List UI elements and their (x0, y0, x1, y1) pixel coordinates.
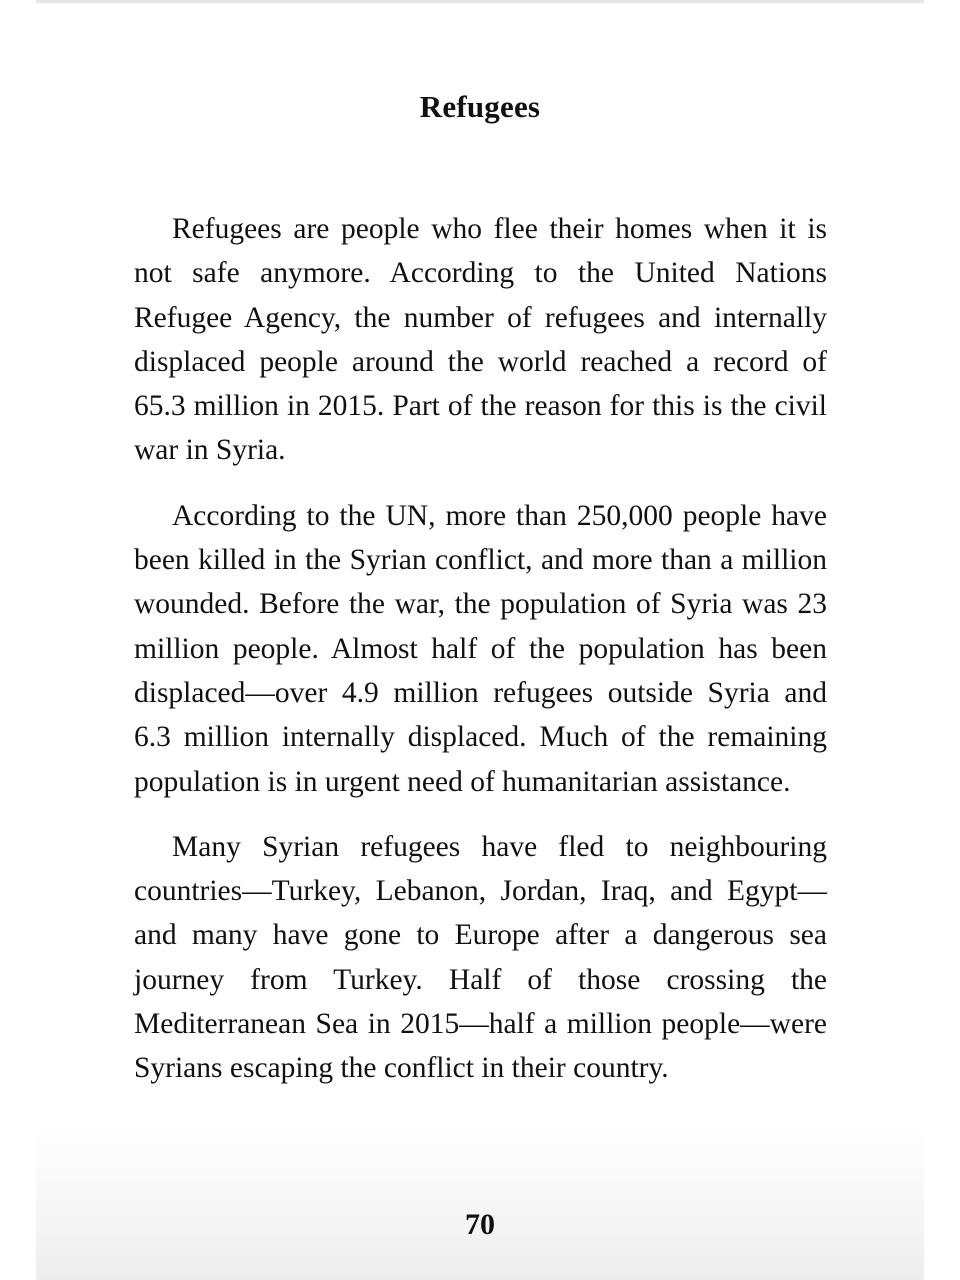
body-text (134, 207, 827, 1112)
paragraph-3: Many Syrian refugees have fled to neighbouring countries—Turkey, Lebanon, Jordan, Iraq, and Egypt—and many have gone to Europe after a dangerous sea journey from Turkey. Half of those crossing the Mediterranean Sea in 2015—half a million people—were Syrians escaping the conflict in their country. (134, 830, 827, 1085)
paragraph-1: Refugees are people who flee their homes when it is not safe anymore. According to the United Nations Refugee Agency, the number of refugees and internally displaced people around the world reached a record of 65.3 million in 2015. Part of the reason for this is the civil war in Syria. (134, 213, 827, 467)
right-margin (924, 0, 960, 1280)
chapter-title: Refugees (419, 89, 541, 124)
left-margin (0, 0, 36, 1280)
page-number: 70 (465, 1208, 495, 1241)
book-page (36, 0, 924, 1280)
paragraph-2: According to the UN, more than 250,000 people have been killed in the Syrian conflict, and more than a million wounded. Before the war, the population of Syria was 23 million people. Almost half of the population has been displaced—over 4.9 million refugees outside Syria and 6.3 million internally displaced. Much of the remaining population is in urgent need of humanitarian assistance. (134, 499, 827, 798)
